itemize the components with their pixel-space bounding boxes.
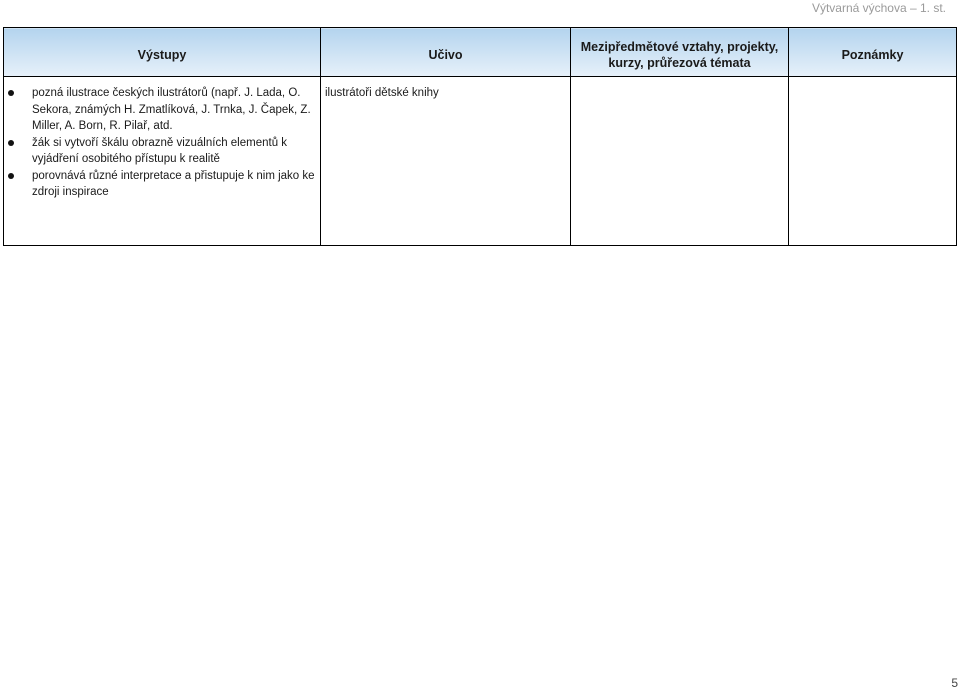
- column-header-notes: Poznámky: [789, 28, 957, 77]
- cross-curricular-cell: [571, 77, 789, 246]
- bullet-icon: [8, 140, 14, 146]
- bullet-icon: [8, 90, 14, 96]
- notes-cell: [789, 77, 957, 246]
- list-item: porovnává různé interpretace a přistupuje k nim jako ke zdroji inspirace: [8, 168, 316, 201]
- running-header: Výtvarná výchova – 1. st.: [811, 1, 946, 15]
- table-row: [4, 77, 957, 246]
- column-header-cross-curricular: Mezipředmětové vztahy, projekty, kurzy, průřezová témata: [571, 28, 789, 77]
- list-item: pozná ilustrace českých ilustrátorů (např. J. Lada, O. Sekora, známých H. Zmatlíková, J. Trnka, J. Čapek, Z. Miller, A. Born, R. Pilař, atd.: [8, 85, 316, 135]
- page-number: 5: [951, 676, 958, 690]
- column-header-outcomes: Výstupy: [4, 28, 321, 77]
- table-header-row: [4, 28, 957, 77]
- outcomes-cell: [4, 77, 321, 246]
- content-cell: ilustrátoři dětské knihy: [321, 77, 571, 246]
- outcomes-list: [8, 79, 316, 201]
- bullet-icon: [8, 173, 14, 179]
- curriculum-table: [3, 27, 957, 246]
- list-item: žák si vytvoří škálu obrazně vizuálních elementů k vyjádření osobitého přístupu k realitě: [8, 135, 316, 168]
- column-header-content: Učivo: [321, 28, 571, 77]
